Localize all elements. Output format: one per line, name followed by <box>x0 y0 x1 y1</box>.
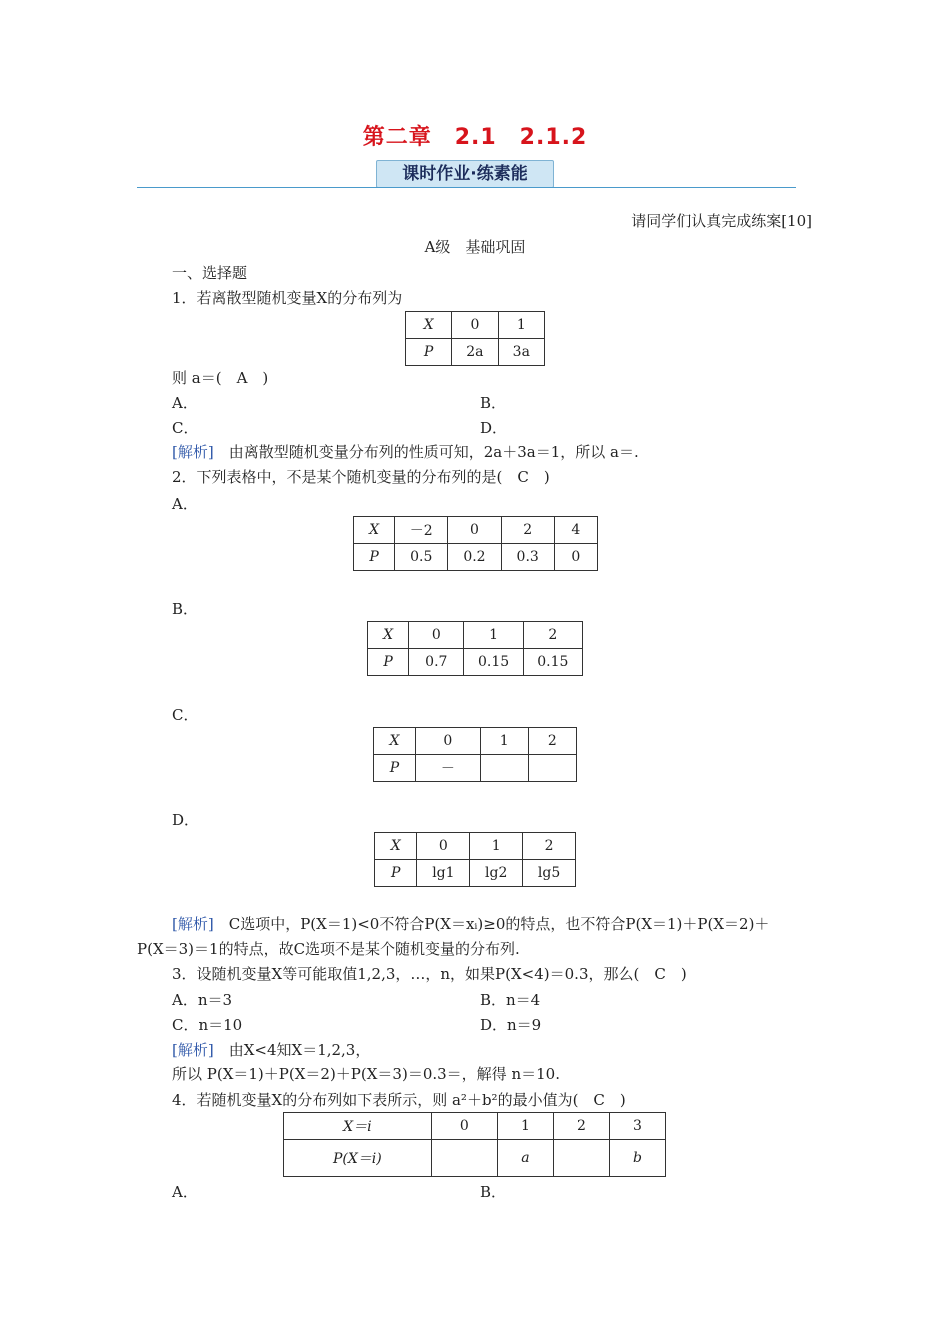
table-cell: 0.2 <box>448 544 501 571</box>
table-cell: －2 <box>395 517 448 544</box>
table-cell: X <box>368 622 409 649</box>
table-cell: 0 <box>448 517 501 544</box>
table-cell: 2 <box>553 1113 609 1140</box>
q2-option-b-label: B． <box>172 600 199 618</box>
table-cell: X <box>406 312 452 339</box>
table-cell <box>553 1140 609 1177</box>
q1-option-b: B． <box>480 394 507 412</box>
table-cell: 0 <box>417 833 470 860</box>
table-cell <box>528 755 576 782</box>
table-cell: 0.15 <box>464 649 523 676</box>
q1-option-d: D． <box>480 419 508 437</box>
question-2-stem: 2．下列表格中，不是某个随机变量的分布列的是( C ) <box>172 468 550 486</box>
q3-option-b: B．n＝4 <box>480 991 541 1009</box>
q3-option-c: C．n＝10 <box>172 1016 243 1034</box>
header-divider <box>137 187 796 188</box>
table-cell: P <box>368 649 409 676</box>
table-cell: 0.7 <box>409 649 464 676</box>
table-cell: 0.3 <box>501 544 554 571</box>
analysis-text: C选项中，P(X＝1)<0不符合P(X＝xᵢ)≥0的特点，也不符合P(X＝1)＋P(X＝2)＋ <box>213 915 770 933</box>
table-cell: 0 <box>431 1113 497 1140</box>
table-cell: b <box>609 1140 665 1177</box>
table-cell: 3 <box>609 1113 665 1140</box>
q4-option-b: B． <box>480 1183 507 1201</box>
table-cell: X＝i <box>284 1113 432 1140</box>
exercise-banner: 课时作业·练素能 <box>376 160 554 188</box>
q2-table-b <box>367 621 583 676</box>
q1-analysis <box>172 441 639 462</box>
q2-table-c <box>373 727 577 782</box>
q3-analysis-line-2: 所以 P(X＝1)＋P(X＝2)＋P(X＝3)＝0.3＝，解得 n＝10. <box>172 1065 560 1083</box>
analysis-text: 由离散型随机变量分布列的性质可知，2a＋3a＝1，所以 a＝. <box>213 443 639 461</box>
table-cell: 0 <box>554 544 597 571</box>
q1-option-c: C． <box>172 419 199 437</box>
section-heading: 一、选择题 <box>172 264 248 282</box>
level-heading: A级 基础巩固 <box>424 238 526 256</box>
practice-note: 请同学们认真完成练案[10] <box>631 212 812 230</box>
table-cell: a <box>497 1140 553 1177</box>
q2-table-d <box>374 832 576 887</box>
question-3-stem: 3．设随机变量X等可能取值1,2,3，…，n，如果P(X<4)＝0.3，那么( C ) <box>172 965 687 983</box>
q2-option-d-label: D． <box>172 811 200 829</box>
table-cell: lg2 <box>470 860 523 887</box>
table-cell: － <box>416 755 481 782</box>
table-cell: X <box>375 833 417 860</box>
analysis-tag: [解析] <box>172 1041 214 1059</box>
table-cell: 0 <box>452 312 498 339</box>
q2-analysis-line-2: P(X＝3)＝1的特点，故C选项不是某个随机变量的分布列. <box>137 940 520 958</box>
table-cell: lg1 <box>417 860 470 887</box>
table-cell: 0.5 <box>395 544 448 571</box>
question-1-stem: 1．若离散型随机变量X的分布列为 <box>172 289 403 307</box>
analysis-tag: [解析] <box>172 915 214 933</box>
table-cell: 4 <box>554 517 597 544</box>
q1-distribution-table <box>405 311 545 366</box>
table-cell: 2a <box>452 339 498 366</box>
table-cell: P <box>406 339 452 366</box>
table-cell <box>431 1140 497 1177</box>
q4-distribution-table <box>283 1112 666 1177</box>
table-cell: P <box>354 544 395 571</box>
question-1-ask: 则 a＝( A ) <box>172 369 269 387</box>
analysis-tag: [解析] <box>172 443 214 461</box>
table-cell: 3a <box>498 339 544 366</box>
table-cell: 1 <box>464 622 523 649</box>
table-cell: 2 <box>528 728 576 755</box>
table-cell: 1 <box>480 728 528 755</box>
q1-option-a: A． <box>172 394 198 412</box>
q2-option-a-label: A． <box>172 495 198 513</box>
table-cell: 1 <box>470 833 523 860</box>
table-cell: 1 <box>498 312 544 339</box>
table-cell: 0.15 <box>523 649 582 676</box>
table-cell: P(X＝i) <box>284 1140 432 1177</box>
q3-option-d: D．n＝9 <box>480 1016 542 1034</box>
table-cell: 0 <box>416 728 481 755</box>
table-cell: P <box>374 755 416 782</box>
table-cell: P <box>375 860 417 887</box>
table-cell: 2 <box>501 517 554 544</box>
table-cell: 2 <box>523 833 576 860</box>
table-cell: 0 <box>409 622 464 649</box>
question-4-stem: 4．若随机变量X的分布列如下表所示，则 a²＋b²的最小值为( C ) <box>172 1091 626 1109</box>
table-cell <box>480 755 528 782</box>
table-cell: 2 <box>523 622 582 649</box>
q2-option-c-label: C． <box>172 706 199 724</box>
page-title: 第二章 2.1 2.1.2 <box>362 125 588 150</box>
table-cell: X <box>354 517 395 544</box>
q3-option-a: A．n＝3 <box>172 991 233 1009</box>
analysis-text: 由X<4知X＝1,2,3， <box>213 1041 371 1059</box>
table-cell: lg5 <box>523 860 576 887</box>
q3-analysis-line-1 <box>172 1039 370 1060</box>
table-cell: 1 <box>497 1113 553 1140</box>
q2-analysis-line-1 <box>172 913 769 934</box>
q4-option-a: A． <box>172 1183 198 1201</box>
table-cell: X <box>374 728 416 755</box>
q2-table-a <box>353 516 598 571</box>
